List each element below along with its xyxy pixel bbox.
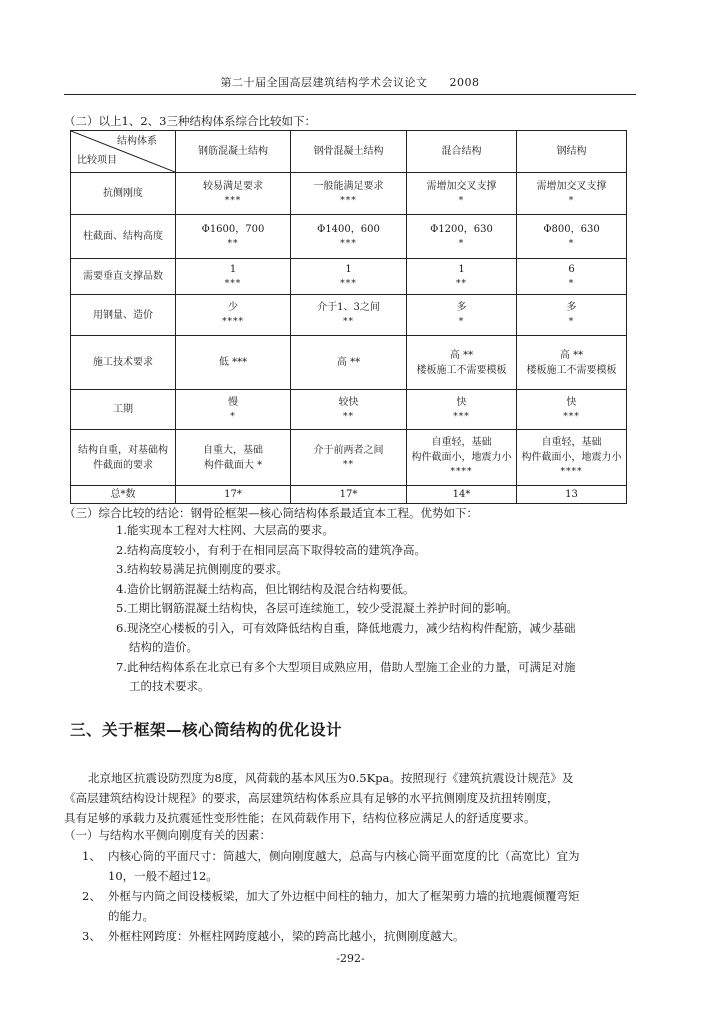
cell-text: 少 [228, 302, 238, 313]
table-cell [517, 295, 627, 336]
cell-text: Φ1600，700 [201, 223, 265, 235]
cell-text: 13 [565, 489, 578, 500]
factor-number: 2、 [82, 889, 101, 903]
table-row [71, 336, 627, 390]
table-cell [291, 336, 407, 390]
factor-item [82, 846, 580, 866]
advantages-list [116, 521, 575, 697]
cell-text: 介于1、3之间 [317, 302, 380, 313]
table-cell [517, 259, 627, 295]
cell-stars: ** [343, 317, 354, 327]
table-cell [407, 173, 517, 215]
row-label-cell [71, 430, 176, 486]
cell-text: 快 [456, 396, 467, 408]
row-label-line: 用钢量、造价 [93, 309, 153, 321]
cell-text: 17* [339, 489, 358, 500]
section-3-title: 三、关于框架—核心筒结构的优化设计 [70, 721, 343, 739]
cell-stars: ** [343, 459, 354, 470]
column-header: 钢筋混凝土结构 [176, 131, 291, 173]
row-label-line: 结构自重，对基础构 [78, 444, 168, 456]
table-cell [407, 486, 517, 504]
advantage-line: 4.造价比钢筋混凝土结构高，但比钢结构及混合结构要低。 [116, 581, 415, 596]
cell-stars: *** [340, 278, 357, 289]
cell-stars: * [568, 317, 575, 327]
cell-stars: * [230, 411, 236, 422]
row-label-line: 总*数 [110, 489, 136, 500]
row-label-cell [71, 215, 176, 259]
table-cell [291, 390, 407, 430]
table-cell [176, 430, 291, 486]
cell-stars: * [568, 195, 575, 206]
column-header: 钢结构 [517, 131, 627, 173]
advantage-line: 工的技术要求。 [129, 679, 210, 693]
cell-text: 构件截面小，地震力小 [521, 452, 622, 463]
table-cell [291, 259, 407, 295]
factor-number: 3、 [82, 929, 101, 943]
factor-text-continued: 10，一般不超过12。 [108, 869, 218, 883]
cell-text: 构件截面小，地震力小 [411, 452, 512, 463]
table-row [71, 173, 627, 215]
factor-text: 外框柱网跨度：外框柱网跨度越小，梁的跨高比越小，抗侧刚度越大。 [108, 929, 465, 943]
factor-item [82, 926, 580, 946]
corner-top-label: 结构体系 [117, 136, 157, 147]
table-cell [291, 430, 407, 486]
table-cell [176, 295, 291, 336]
cell-text: 一般能满足要求 [313, 180, 384, 192]
cell-stars: *** [563, 411, 580, 422]
row-label-line: 抗侧刚度 [103, 188, 143, 199]
table-cell [176, 486, 291, 504]
table-cell [291, 215, 407, 259]
header-year: 2008 [449, 76, 480, 89]
row-label-cell [71, 336, 176, 390]
cell-text: 多 [566, 302, 577, 313]
cell-text: 低 *** [218, 357, 248, 368]
cell-stars: *** [340, 195, 357, 206]
cell-stars: * [568, 278, 575, 289]
table-row [71, 259, 627, 295]
row-label-line: 件截面的要求 [93, 459, 153, 471]
cell-text: 自重轻，基础 [541, 437, 602, 448]
cell-stars: * [458, 238, 465, 249]
cell-text: 需增加交叉支撑 [536, 180, 607, 192]
cell-text: 较易满足要求 [203, 180, 263, 192]
table-cell [407, 259, 517, 295]
advantage-line: 结构的造价。 [129, 640, 198, 654]
cell-text: 快 [566, 396, 577, 408]
row-label-cell [71, 173, 176, 215]
cell-text: 高 ** [336, 357, 361, 368]
comparison-table [70, 130, 627, 504]
conclusion-intro: （三）综合比较的结论：钢骨砼框架—核心筒结构体系最适宜本工程。优势如下： [64, 506, 478, 520]
cell-text: 1 [345, 263, 352, 275]
cell-text: Φ1400，600 [317, 223, 380, 235]
table-row [71, 215, 627, 259]
cell-stars: *** [224, 278, 242, 289]
cell-text: 慢 [228, 396, 238, 408]
table-corner-cell [71, 131, 176, 173]
table-cell [407, 215, 517, 259]
table-cell [176, 259, 291, 295]
factors-list [82, 846, 580, 946]
subsection-1-title: （一）与结构水平侧向刚度有关的因素： [64, 828, 271, 842]
paragraph-line: 《高层建筑结构设计规程》的要求，高层建筑结构体系应具有足够的水平抗侧刚度及抗扭转刚度， [64, 791, 559, 805]
cell-stars: **** [450, 467, 473, 477]
advantage-line: 2.结构高度较小，有利于在相同层高下取得较高的建筑净高。 [116, 542, 426, 557]
table-cell [407, 295, 517, 336]
cell-text: 17* [224, 489, 242, 500]
cell-text: 较快 [338, 396, 359, 408]
table-cell [407, 430, 517, 486]
cell-text: 楼板施工不需要模板 [416, 364, 507, 376]
table-body [71, 173, 627, 504]
table-cell [517, 486, 627, 504]
section-3-paragraph [64, 768, 574, 828]
column-header: 钢骨混凝土结构 [291, 131, 407, 173]
factor-text: 外框与内筒之间设楼板梁，加大了外边框中间柱的轴力，加大了框架剪力墙的抗地震倾覆弯矩 [108, 889, 580, 903]
cell-stars: * [458, 317, 465, 327]
cell-stars: * [458, 195, 465, 206]
cell-text: 介于前两者之间 [313, 444, 384, 456]
advantage-line: 5.工期比钢筋混凝土结构快，各层可连续施工，较少受混凝土养护时间的影响。 [116, 601, 518, 615]
table-row [71, 430, 627, 486]
cell-stars: * [568, 238, 575, 249]
table-cell [517, 336, 627, 390]
table-cell [176, 390, 291, 430]
cell-text: 需增加交叉支撑 [426, 180, 497, 192]
factor-number: 1、 [82, 849, 101, 863]
table-cell [176, 173, 291, 215]
row-label-line: 需要垂直支撑品数 [83, 271, 163, 282]
cell-stars: ** [343, 411, 354, 422]
cell-text: 6 [568, 263, 575, 275]
cell-text: 自重大，基础 [203, 444, 263, 456]
advantage-line: 6.现浇空心楼板的引入，可有效降低结构自重，降低地震力，减少结构构件配筋，减少基础 [116, 620, 576, 635]
cell-stars: *** [224, 195, 242, 206]
cell-stars: ** [227, 238, 239, 249]
column-header: 混合结构 [407, 131, 517, 173]
page-number: -292- [336, 952, 365, 965]
advantage-line: 3.结构较易满足抗侧刚度的要求。 [116, 562, 288, 576]
factor-text-continued: 的能力。 [108, 909, 154, 923]
paragraph-line: 北京地区抗震设防烈度为8度，风荷载的基本风压为0.5Kpa。按照现行《建筑抗震设计规范》及 [88, 771, 574, 785]
cell-text: Φ1200，630 [430, 223, 493, 235]
table-cell [291, 173, 407, 215]
table-cell [517, 215, 627, 259]
cell-text: 高 ** [449, 349, 474, 361]
table-row [71, 486, 627, 504]
cell-stars: **** [560, 467, 583, 477]
table-cell [517, 173, 627, 215]
cell-text: 多 [456, 302, 467, 313]
cell-text: Φ800，630 [543, 223, 600, 235]
table-header-row [71, 131, 627, 173]
row-label-cell [71, 295, 176, 336]
table-cell [407, 390, 517, 430]
table-cell [407, 336, 517, 390]
table-cell [517, 430, 627, 486]
cell-stars: *** [453, 411, 470, 422]
table-row [71, 295, 627, 336]
advantage-line: 7.此种结构体系在北京已有多个大型项目成熟应用，借助人型施工企业的力量，可满足对施 [116, 659, 576, 674]
row-label-line: 工期 [113, 404, 133, 415]
table-row [71, 390, 627, 430]
cell-text: 14* [452, 489, 471, 500]
cell-text: 高 ** [559, 349, 584, 361]
header-title: 第二十届全国高层建筑结构学术会议论文 [220, 76, 428, 89]
row-label-cell [71, 259, 176, 295]
row-label-line: 柱截面、结构高度 [83, 231, 163, 242]
cell-text: 自重轻，基础 [431, 437, 492, 448]
running-header [64, 74, 636, 95]
row-label-line: 施工技术要求 [93, 357, 153, 368]
factor-item [82, 886, 580, 906]
table-cell [291, 486, 407, 504]
paragraph-line: 具有足够的承载力及抗震延性变形性能；在风荷载作用下，结构位移应满足人的舒适度要求。 [64, 811, 536, 825]
table-cell [517, 390, 627, 430]
cell-text: 1 [458, 263, 465, 275]
cell-stars: **** [222, 317, 244, 327]
cell-stars: *** [340, 238, 357, 249]
table-cell [176, 215, 291, 259]
table-cell [291, 295, 407, 336]
advantage-line: 1.能实现本工程对大柱网、大层高的要求。 [116, 523, 334, 537]
corner-bottom-label: 比较项目 [77, 155, 117, 166]
cell-text: 构件截面大 * [203, 459, 263, 471]
factor-text: 内核心筒的平面尺寸：筒越大，侧向刚度越大，总高与内核心筒平面宽度的比（高宽比）宜为 [108, 849, 580, 863]
cell-text: 1 [229, 263, 237, 275]
row-label-cell [71, 390, 176, 430]
table-cell [176, 336, 291, 390]
cell-stars: ** [456, 278, 467, 289]
cell-text: 楼板施工不需要模板 [526, 364, 617, 376]
section-intro: （二）以上1、2、3三种结构体系综合比较如下： [64, 114, 316, 128]
row-label-cell [71, 486, 176, 504]
